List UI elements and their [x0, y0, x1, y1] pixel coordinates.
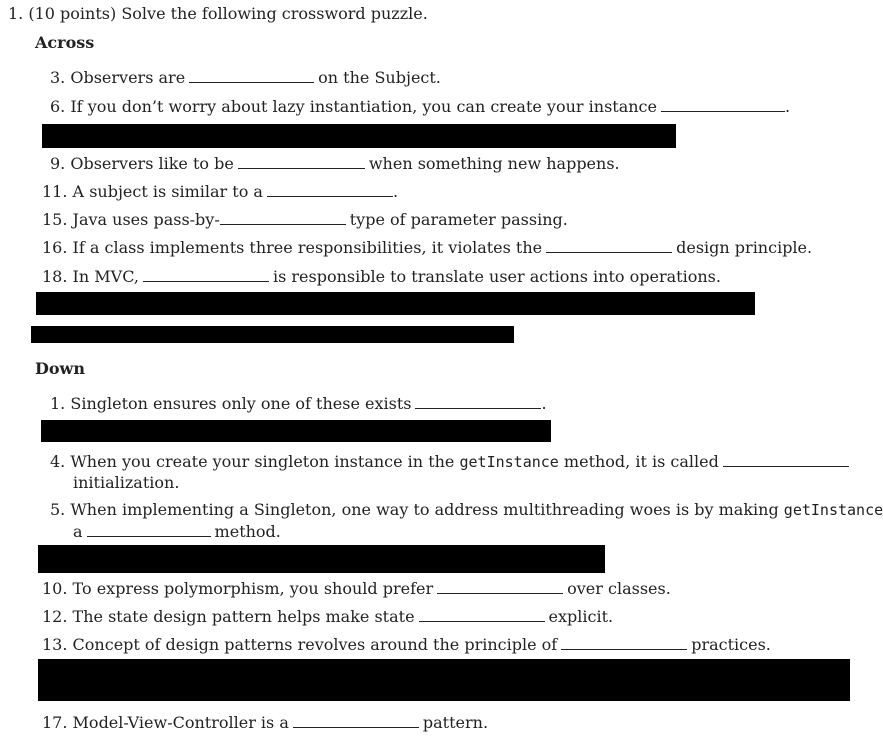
answer-blank — [723, 452, 849, 467]
down-clue-4-continuation: initialization. — [73, 473, 180, 492]
redaction-bar — [31, 326, 514, 343]
across-heading: Across — [35, 33, 95, 52]
answer-blank — [419, 607, 545, 622]
down-clue-13: 13. Concept of design patterns revolves around the principle of practices. — [42, 635, 771, 654]
across-clue-18: 18. In MVC, is responsible to translate user actions into operations. — [42, 267, 721, 286]
redaction-bar — [42, 124, 676, 148]
question-text: (10 points) Solve the following crossword puzzle. — [28, 4, 428, 23]
across-clue-3: 3. Observers are on the Subject. — [50, 68, 441, 87]
answer-blank — [220, 210, 346, 225]
answer-blank — [415, 394, 541, 409]
answer-blank — [546, 238, 672, 253]
redaction-bar — [41, 420, 551, 442]
down-clue-1: 1. Singleton ensures only one of these exists . — [50, 394, 547, 413]
redaction-bar — [38, 659, 850, 701]
answer-blank — [561, 635, 687, 650]
question-number: 1. — [8, 4, 24, 23]
down-clue-5: 5. When implementing a Singleton, one way to address multithreading woes is by making getInstance — [50, 500, 883, 519]
down-clue-17: 17. Model-View-Controller is a pattern. — [42, 713, 489, 732]
answer-blank — [238, 154, 365, 169]
code-getinstance: getInstance — [783, 501, 883, 519]
across-clue-16: 16. If a class implements three responsibilities, it violates the design principle. — [42, 238, 813, 257]
across-clue-11: 11. A subject is similar to a . — [42, 182, 399, 201]
answer-blank — [87, 522, 211, 537]
answer-blank — [437, 579, 563, 594]
across-clue-9: 9. Observers like to be when something new happens. — [50, 154, 620, 173]
code-getinstance: getInstance — [459, 453, 559, 471]
redaction-bar — [36, 292, 755, 315]
down-clue-5-continuation: a method. — [73, 522, 281, 541]
answer-blank — [143, 267, 269, 282]
answer-blank — [189, 68, 314, 83]
across-clue-15: 15. Java uses pass-by- type of parameter passing. — [42, 210, 568, 229]
redaction-bar — [38, 545, 605, 573]
answer-blank — [661, 97, 785, 112]
question-header — [8, 4, 428, 24]
answer-blank — [293, 713, 419, 728]
down-clue-10: 10. To express polymorphism, you should prefer over classes. — [42, 579, 671, 598]
down-heading: Down — [35, 359, 85, 378]
down-clue-4: 4. When you create your singleton instance in the getInstance method, it is called — [50, 452, 853, 472]
answer-blank — [267, 182, 393, 197]
across-clue-6: 6. If you don’t worry about lazy instantiation, you can create your instance . — [50, 97, 791, 116]
down-clue-12: 12. The state design pattern helps make state explicit. — [42, 607, 614, 626]
